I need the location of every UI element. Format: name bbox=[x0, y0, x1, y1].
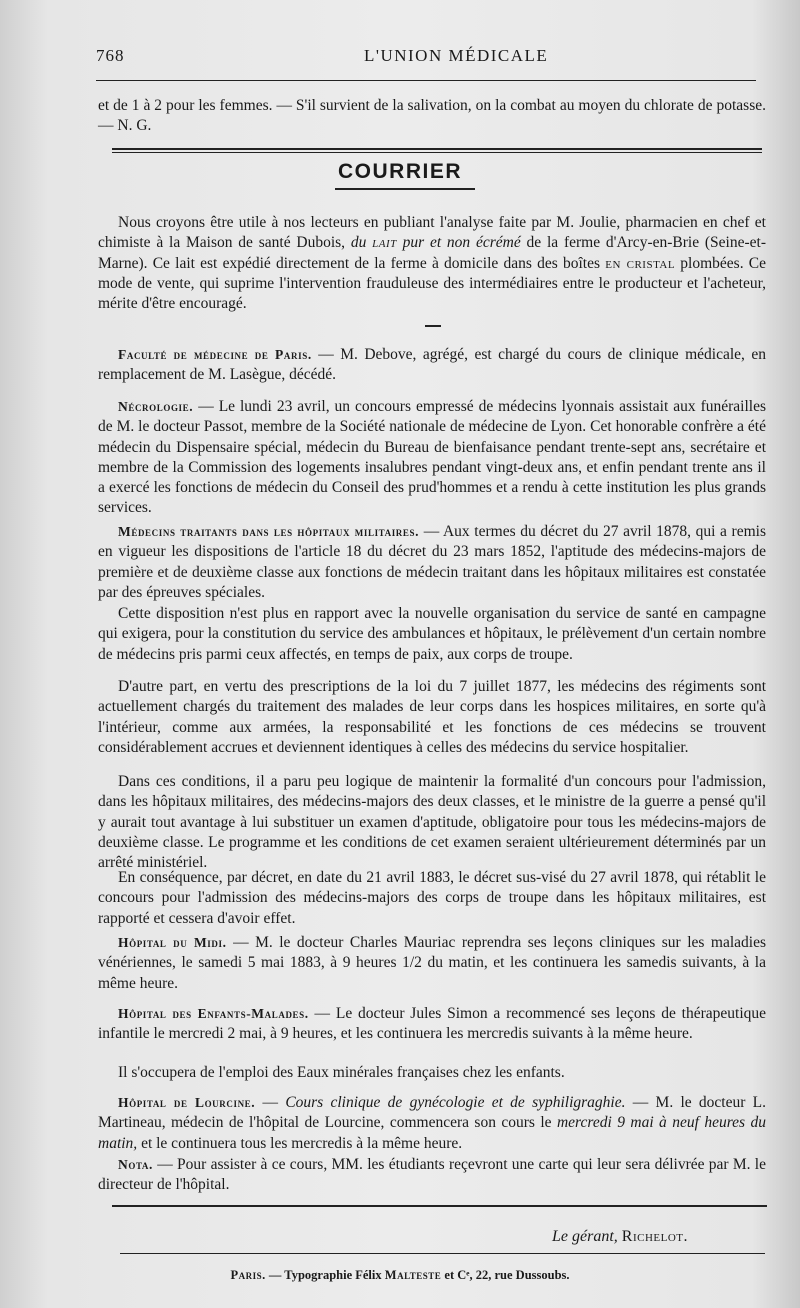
header-rule bbox=[96, 80, 756, 81]
intro-text: et de 1 à 2 pour les femmes. — S'il survient de la salivation, on la combat au moyen du chlorate de potasse. — N. G. bbox=[98, 97, 766, 135]
page-header bbox=[96, 46, 716, 76]
footer-rule bbox=[120, 1253, 765, 1254]
nota-heading: Nota. bbox=[118, 1157, 153, 1172]
end-rule bbox=[112, 1205, 767, 1207]
title-underline bbox=[335, 188, 475, 190]
signature-name: Richelot. bbox=[621, 1228, 688, 1245]
signature: Le gérant, Richelot. bbox=[552, 1228, 688, 1245]
section-rule-bottom bbox=[112, 152, 762, 153]
section-rule-top bbox=[112, 148, 762, 150]
paragraph-necrologie: Nécrologie. — Le lundi 23 avril, un concours empressé de médecins lyonnais assistait aux funérailles de M. le docteur Passot, membre de la Société nationale de médecine de Lyon. Cet honorable confrère a été médecin du Dispensaire spécial, médecin du Bureau de bienfaisance pendant trente-sept ans, secrétaire et membre de la Commission des logements insalubres pendant vingt-deux ans, et enfin pendant trente ans il a exercé les fonctions de médecin du Conseil des prud'hommes et a rendu à cette institution les plus grands services. bbox=[98, 398, 766, 517]
paragraph-lourcine: Hôpital de Lourcine. — Cours clinique de gynécologie et de syphiligraghie. — M. le docteur L. Martineau, médecin de l'hôpital de Lourcine, commencera son cours le mercredi 9 mai à neuf heures du matin, et le continuera tous les mercredis à la même heure. bbox=[98, 1094, 766, 1152]
paragraph-eaux: Il s'occupera de l'emploi des Eaux minérales françaises chez les enfants. bbox=[118, 1064, 565, 1081]
paragraph-conditions: Dans ces conditions, il a paru peu logique de maintenir la formalité d'un concours pour l'admission, dans les hôpitaux militaires, des médecins-majors des deux classes, et le ministre de la guerre a pensé qu'il y aurait tout avantage à lui substituer un examen d'aptitude, obligatoire pour tous les médecins-majors de deuxième classe. Le programme et les conditions de cet examen seraient ultérieurement déterminés par un arrêté ministériel. bbox=[98, 773, 766, 872]
paragraph-enfants-malades: Hôpital des Enfants-Malades. — Le docteur Jules Simon a recommencé ses leçons de thérapeutique infantile le mercredi 2 mai, à 9 heures, et les continuera les mercredis suivants à la même heure. bbox=[98, 1005, 766, 1043]
page-number: 768 bbox=[96, 46, 125, 65]
necrologie-heading: Nécrologie. bbox=[118, 399, 194, 414]
printer-footer: Paris. — Typographie Félix Malteste et Cᵉ, 22, rue Dussoubs. bbox=[230, 1268, 570, 1282]
faculte-heading: Faculté de médecine de Paris. bbox=[118, 347, 312, 362]
journal-title: L'UNION MÉDICALE bbox=[364, 46, 549, 65]
paragraph-faculte: Faculté de médecine de Paris. — M. Debove, agrégé, est chargé du cours de clinique médicale, en remplacement de M. Lasègue, décédé. bbox=[98, 346, 766, 384]
section-title: COURRIER bbox=[337, 160, 462, 183]
paragraph-autre-part: D'autre part, en vertu des prescriptions de la loi du 7 juillet 1877, les médecins des régiments sont actuellement chargés du traitement des malades de leur corps dans les hospices militaires, en sorte qu'à l'intérieur, comme aux armées, la responsabilité et les fonctions de ces médecins se trouvent considérablement accrues et deviennent identiques à celles des médecins du service hospitalier. bbox=[98, 678, 766, 756]
paragraph-militaires: Médecins traitants dans les hôpitaux militaires. — Aux termes du décret du 27 avril 1878, qui a remis en vigueur les dispositions de l'article 18 du décret du 23 mars 1852, l'aptitude des médecins-majors de première et de deuxième classe aux fonctions de médecin traitant dans les hôpitaux militaires est constatée par des épreuves spéciales. bbox=[98, 523, 766, 601]
enfants-heading: Hôpital des Enfants-Malades. bbox=[118, 1006, 309, 1021]
militaires-heading: Médecins traitants dans les hôpitaux militaires. bbox=[118, 524, 420, 539]
paragraph-consequence: En conséquence, par décret, en date du 21 avril 1883, le décret sus-visé du 27 avril 1878, qui rétablit le concours pour l'admission des médecins-majors des corps de troupe dans les hôpitaux militaires, est rapporté et cessera d'avoir effet. bbox=[98, 869, 766, 927]
paragraph-nota: Nota. — Pour assister à ce cours, MM. les étudiants reçevront une carte qui leur sera délivrée par M. le directeur de l'hôpital. bbox=[98, 1156, 766, 1194]
paragraph-disposition: Cette disposition n'est plus en rapport avec la nouvelle organisation du service de santé en campagne qui exigera, pour la constitution du service des ambulances et hôpitaux, le prélèvement d'un certain nombre de médecins pris parmi ceux affectés, en temps de paix, aux corps de troupe. bbox=[98, 605, 766, 663]
paragraph-joulie: Nous croyons être utile à nos lecteurs en publiant l'analyse faite par M. Joulie, pharmacien en chef et chimiste à la Maison de santé Dubois, du lait pur et non écrémé de la ferme d'Arcy-en-Brie (Seine-et-Marne). Ce lait est expédié directement de la ferme à domicile dans des boîtes en cristal plombées. Ce mode de vente, qui suprime l'intervention frauduleuse des intermédiaires entre le producteur et l'acheteur, mérite d'être encouragé. bbox=[98, 214, 767, 313]
lourcine-heading: Hôpital de Lourcine. bbox=[118, 1095, 256, 1110]
paragraph-midi: Hôpital du Midi. — M. le docteur Charles Mauriac reprendra ses leçons cliniques sur les maladies vénériennes, le samedi 5 mai 1883, à 9 heures 1/2 du matin, et les continuera les samedis suivants, à la même heure. bbox=[98, 934, 766, 992]
separator-dash bbox=[425, 325, 441, 327]
midi-heading: Hôpital du Midi. bbox=[118, 935, 227, 950]
